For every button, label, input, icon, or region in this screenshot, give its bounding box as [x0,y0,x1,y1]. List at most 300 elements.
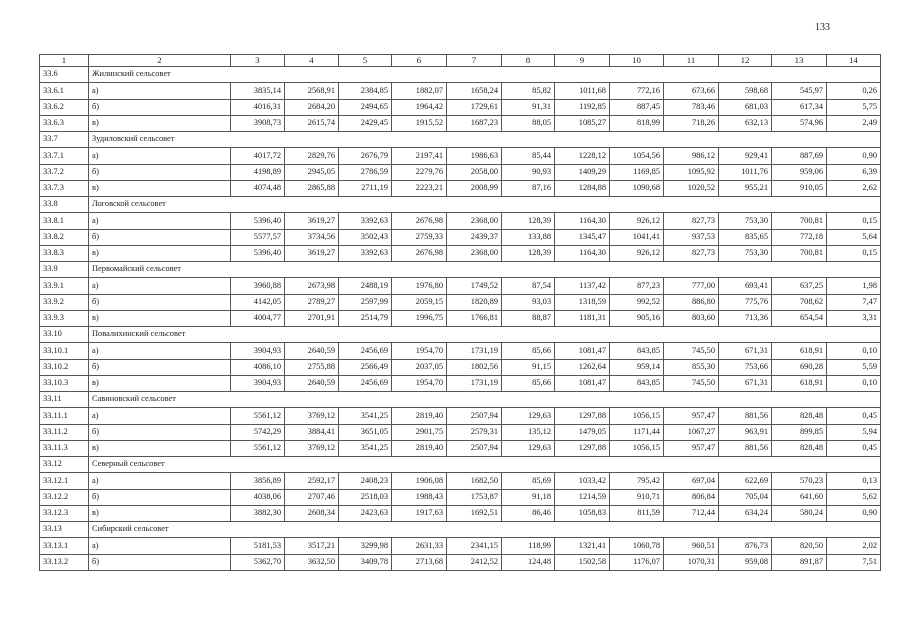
value-cell: 1687,23 [447,115,502,131]
value-cell: 5,62 [827,489,881,505]
value-cell: 634,24 [719,505,772,521]
value-cell: 835,65 [719,229,772,245]
value-cell: 4016,31 [231,99,285,115]
value-cell: 1802,56 [447,359,502,375]
value-cell: 0,15 [827,245,881,261]
column-header: 11 [664,55,719,67]
value-cell: 0,15 [827,213,881,229]
row-code: 33.7.3 [40,180,89,196]
value-cell: 2429,45 [339,115,392,131]
value-cell: 2507,94 [447,440,502,456]
value-cell: 753,66 [719,359,772,375]
table-row [40,440,881,456]
value-cell: 0,26 [827,83,881,99]
value-cell: 2631,33 [392,538,447,554]
value-cell: 828,48 [772,440,827,456]
group-name: Савиновский сельсовет [89,392,881,408]
column-header: 10 [610,55,664,67]
row-code: 33.8.3 [40,245,89,261]
column-header: 14 [827,55,881,67]
group-row [40,327,881,343]
row-variant: в) [89,375,231,391]
value-cell: 7,51 [827,554,881,570]
value-cell: 700,81 [772,245,827,261]
value-cell: 992,52 [610,294,664,310]
column-header: 12 [719,55,772,67]
value-cell: 85,69 [502,473,555,489]
value-cell: 570,23 [772,473,827,489]
value-cell: 3908,73 [231,115,285,131]
value-cell: 2488,19 [339,278,392,294]
value-cell: 708,62 [772,294,827,310]
value-cell: 2711,19 [339,180,392,196]
row-variant: а) [89,408,231,424]
value-cell: 5561,12 [231,408,285,424]
value-cell: 673,66 [664,83,719,99]
value-cell: 828,48 [772,408,827,424]
value-cell: 93,03 [502,294,555,310]
value-cell: 5,64 [827,229,881,245]
row-code: 33.10.2 [40,359,89,375]
value-cell: 2684,20 [285,99,339,115]
value-cell: 963,91 [719,424,772,440]
value-cell: 2829,76 [285,148,339,164]
column-header: 3 [231,55,285,67]
value-cell: 1964,42 [392,99,447,115]
value-cell: 5,94 [827,424,881,440]
value-cell: 1228,12 [555,148,610,164]
row-variant: в) [89,245,231,261]
row-code: 33.11.3 [40,440,89,456]
group-code: 33.11 [40,392,89,408]
row-variant: в) [89,180,231,196]
value-cell: 3299,98 [339,538,392,554]
value-cell: 2676,79 [339,148,392,164]
value-cell: 87,16 [502,180,555,196]
table-row [40,294,881,310]
value-cell: 91,15 [502,359,555,375]
value-cell: 135,12 [502,424,555,440]
value-cell: 705,04 [719,489,772,505]
value-cell: 887,45 [610,99,664,115]
value-cell: 806,84 [664,489,719,505]
value-cell: 1658,24 [447,83,502,99]
value-cell: 2640,59 [285,375,339,391]
value-cell: 3409,78 [339,554,392,570]
value-cell: 2901,75 [392,424,447,440]
value-cell: 1011,68 [555,83,610,99]
value-cell: 580,24 [772,505,827,521]
value-cell: 2507,94 [447,408,502,424]
value-cell: 1085,27 [555,115,610,131]
value-cell: 4017,72 [231,148,285,164]
value-cell: 783,46 [664,99,719,115]
value-cell: 2368,00 [447,245,502,261]
value-cell: 2592,17 [285,473,339,489]
value-cell: 1906,08 [392,473,447,489]
value-cell: 926,12 [610,245,664,261]
value-cell: 2,62 [827,180,881,196]
value-cell: 87,54 [502,278,555,294]
value-cell: 1682,50 [447,473,502,489]
row-code: 33.13.1 [40,538,89,554]
value-cell: 2568,91 [285,83,339,99]
value-cell: 1749,52 [447,278,502,294]
value-cell: 2673,98 [285,278,339,294]
value-cell: 632,13 [719,115,772,131]
value-cell: 654,54 [772,310,827,326]
value-cell: 3904,93 [231,343,285,359]
value-cell: 2494,65 [339,99,392,115]
value-cell: 1137,42 [555,278,610,294]
value-cell: 2341,15 [447,538,502,554]
value-cell: 5561,12 [231,440,285,456]
value-cell: 1731,19 [447,375,502,391]
value-cell: 681,03 [719,99,772,115]
value-cell: 2755,88 [285,359,339,375]
value-cell: 4198,89 [231,164,285,180]
value-cell: 2439,37 [447,229,502,245]
value-cell: 1171,44 [610,424,664,440]
table-row [40,83,881,99]
row-code: 33.6.2 [40,99,89,115]
table-row [40,505,881,521]
value-cell: 2608,34 [285,505,339,521]
group-row [40,457,881,473]
row-code: 33.10.1 [40,343,89,359]
value-cell: 827,73 [664,245,719,261]
value-cell: 1164,30 [555,213,610,229]
row-variant: а) [89,538,231,554]
row-code: 33.8.2 [40,229,89,245]
row-code: 33.8.1 [40,213,89,229]
value-cell: 1297,88 [555,408,610,424]
value-cell: 2514,79 [339,310,392,326]
group-code: 33.7 [40,132,89,148]
value-cell: 3856,89 [231,473,285,489]
column-header: 7 [447,55,502,67]
value-cell: 91,31 [502,99,555,115]
row-variant: б) [89,359,231,375]
table-row [40,148,881,164]
value-cell: 1345,47 [555,229,610,245]
value-cell: 545,97 [772,83,827,99]
row-variant: б) [89,424,231,440]
value-cell: 886,80 [664,294,719,310]
value-cell: 1070,31 [664,554,719,570]
value-cell: 959,08 [719,554,772,570]
row-variant: б) [89,489,231,505]
value-cell: 90,93 [502,164,555,180]
value-cell: 926,12 [610,213,664,229]
value-cell: 3960,88 [231,278,285,294]
value-cell: 811,59 [610,505,664,521]
value-cell: 718,26 [664,115,719,131]
table-row [40,229,881,245]
value-cell: 2412,52 [447,554,502,570]
table-row [40,538,881,554]
value-cell: 2518,03 [339,489,392,505]
value-cell: 690,28 [772,359,827,375]
group-code: 33.8 [40,197,89,213]
value-cell: 0,45 [827,440,881,456]
value-cell: 3884,41 [285,424,339,440]
value-cell: 959,14 [610,359,664,375]
value-cell: 5396,40 [231,213,285,229]
value-cell: 1729,61 [447,99,502,115]
value-cell: 881,56 [719,440,772,456]
table-row [40,359,881,375]
value-cell: 1090,68 [610,180,664,196]
value-cell: 2008,99 [447,180,502,196]
value-cell: 2759,33 [392,229,447,245]
value-cell: 1081,47 [555,343,610,359]
value-cell: 2640,59 [285,343,339,359]
value-cell: 1954,70 [392,375,447,391]
value-cell: 2423,63 [339,505,392,521]
value-cell: 960,51 [664,538,719,554]
column-header: 9 [555,55,610,67]
value-cell: 955,21 [719,180,772,196]
value-cell: 3835,14 [231,83,285,99]
table-row [40,180,881,196]
value-cell: 598,68 [719,83,772,99]
value-cell: 959,06 [772,164,827,180]
group-code: 33.13 [40,522,89,538]
value-cell: 2059,15 [392,294,447,310]
value-cell: 1020,52 [664,180,719,196]
value-cell: 91,18 [502,489,555,505]
table-row [40,99,881,115]
value-cell: 775,76 [719,294,772,310]
value-cell: 1915,52 [392,115,447,131]
value-cell: 3541,25 [339,440,392,456]
value-cell: 2368,00 [447,213,502,229]
table-row [40,164,881,180]
value-cell: 85,44 [502,148,555,164]
value-cell: 1164,30 [555,245,610,261]
column-header: 1 [40,55,89,67]
value-cell: 3502,43 [339,229,392,245]
value-cell: 2819,40 [392,408,447,424]
group-name: Жилинский сельсовет [89,67,881,83]
value-cell: 1181,31 [555,310,610,326]
value-cell: 2676,98 [392,213,447,229]
value-cell: 753,30 [719,213,772,229]
value-cell: 957,47 [664,440,719,456]
table-row [40,554,881,570]
row-variant: б) [89,99,231,115]
value-cell: 1284,88 [555,180,610,196]
value-cell: 5362,70 [231,554,285,570]
value-cell: 713,36 [719,310,772,326]
value-cell: 0,90 [827,148,881,164]
group-row [40,67,881,83]
value-cell: 7,47 [827,294,881,310]
value-cell: 1986,63 [447,148,502,164]
value-cell: 4086,10 [231,359,285,375]
value-cell: 1262,64 [555,359,610,375]
value-cell: 700,81 [772,213,827,229]
column-header: 8 [502,55,555,67]
value-cell: 1954,70 [392,343,447,359]
value-cell: 887,69 [772,148,827,164]
value-cell: 891,87 [772,554,827,570]
value-cell: 899,85 [772,424,827,440]
value-cell: 129,63 [502,408,555,424]
value-cell: 4004,77 [231,310,285,326]
value-cell: 3769,12 [285,408,339,424]
group-code: 33.6 [40,67,89,83]
value-cell: 1479,05 [555,424,610,440]
column-header: 6 [392,55,447,67]
value-cell: 876,73 [719,538,772,554]
column-header: 5 [339,55,392,67]
value-cell: 85,82 [502,83,555,99]
value-cell: 2,02 [827,538,881,554]
table-row [40,375,881,391]
row-variant: б) [89,554,231,570]
row-variant: а) [89,343,231,359]
value-cell: 3541,25 [339,408,392,424]
value-cell: 1882,07 [392,83,447,99]
value-cell: 1692,51 [447,505,502,521]
value-cell: 5181,53 [231,538,285,554]
value-cell: 1318,59 [555,294,610,310]
value-cell: 929,41 [719,148,772,164]
value-cell: 618,91 [772,343,827,359]
value-cell: 3517,21 [285,538,339,554]
value-cell: 905,16 [610,310,664,326]
value-cell: 753,30 [719,245,772,261]
page-number: 133 [815,22,830,33]
value-cell: 618,91 [772,375,827,391]
value-cell: 2676,98 [392,245,447,261]
value-cell: 772,18 [772,229,827,245]
row-code: 33.9.1 [40,278,89,294]
value-cell: 85,66 [502,343,555,359]
value-cell: 3,31 [827,310,881,326]
value-cell: 818,99 [610,115,664,131]
value-cell: 2058,00 [447,164,502,180]
row-code: 33.12.1 [40,473,89,489]
row-code: 33.11.1 [40,408,89,424]
value-cell: 3619,27 [285,245,339,261]
row-code: 33.13.2 [40,554,89,570]
table-row [40,489,881,505]
value-cell: 855,30 [664,359,719,375]
row-variant: б) [89,229,231,245]
value-cell: 1321,41 [555,538,610,554]
table-row [40,213,881,229]
value-cell: 2789,27 [285,294,339,310]
value-cell: 2707,46 [285,489,339,505]
value-cell: 128,39 [502,213,555,229]
value-cell: 827,73 [664,213,719,229]
value-cell: 0,10 [827,343,881,359]
value-cell: 910,05 [772,180,827,196]
value-cell: 697,04 [664,473,719,489]
value-cell: 129,63 [502,440,555,456]
value-cell: 5396,40 [231,245,285,261]
row-code: 33.12.3 [40,505,89,521]
row-variant: а) [89,473,231,489]
table-row [40,278,881,294]
row-code: 33.10.3 [40,375,89,391]
value-cell: 1917,63 [392,505,447,521]
value-cell: 795,42 [610,473,664,489]
value-cell: 671,31 [719,343,772,359]
value-cell: 124,48 [502,554,555,570]
value-cell: 2456,69 [339,343,392,359]
value-cell: 3392,63 [339,213,392,229]
value-cell: 4038,06 [231,489,285,505]
value-cell: 843,85 [610,343,664,359]
value-cell: 1056,15 [610,440,664,456]
value-cell: 88,05 [502,115,555,131]
value-cell: 3632,50 [285,554,339,570]
value-cell: 3769,12 [285,440,339,456]
value-cell: 1,98 [827,278,881,294]
header-row [40,55,881,67]
value-cell: 2566,49 [339,359,392,375]
row-code: 33.6.1 [40,83,89,99]
value-cell: 877,23 [610,278,664,294]
value-cell: 1060,78 [610,538,664,554]
row-variant: а) [89,213,231,229]
value-cell: 3882,30 [231,505,285,521]
value-cell: 1214,59 [555,489,610,505]
row-variant: в) [89,310,231,326]
value-cell: 3619,27 [285,213,339,229]
value-cell: 2456,69 [339,375,392,391]
value-cell: 88,87 [502,310,555,326]
value-cell: 128,39 [502,245,555,261]
group-row [40,522,881,538]
table-row [40,245,881,261]
value-cell: 3734,56 [285,229,339,245]
row-code: 33.9.2 [40,294,89,310]
value-cell: 0,13 [827,473,881,489]
row-code: 33.11.2 [40,424,89,440]
group-code: 33.10 [40,327,89,343]
value-cell: 5,75 [827,99,881,115]
value-cell: 2865,88 [285,180,339,196]
value-cell: 1033,42 [555,473,610,489]
value-cell: 641,60 [772,489,827,505]
value-cell: 1502,58 [555,554,610,570]
group-row [40,392,881,408]
value-cell: 2408,23 [339,473,392,489]
group-name: Северный сельсовет [89,457,881,473]
row-variant: а) [89,148,231,164]
value-cell: 5742,29 [231,424,285,440]
value-cell: 1081,47 [555,375,610,391]
value-cell: 617,34 [772,99,827,115]
value-cell: 1976,80 [392,278,447,294]
table-row [40,115,881,131]
value-cell: 118,99 [502,538,555,554]
value-cell: 4142,05 [231,294,285,310]
row-variant: б) [89,164,231,180]
value-cell: 671,31 [719,375,772,391]
value-cell: 1054,56 [610,148,664,164]
value-cell: 5,59 [827,359,881,375]
value-cell: 2819,40 [392,440,447,456]
value-cell: 986,12 [664,148,719,164]
group-row [40,132,881,148]
value-cell: 712,44 [664,505,719,521]
